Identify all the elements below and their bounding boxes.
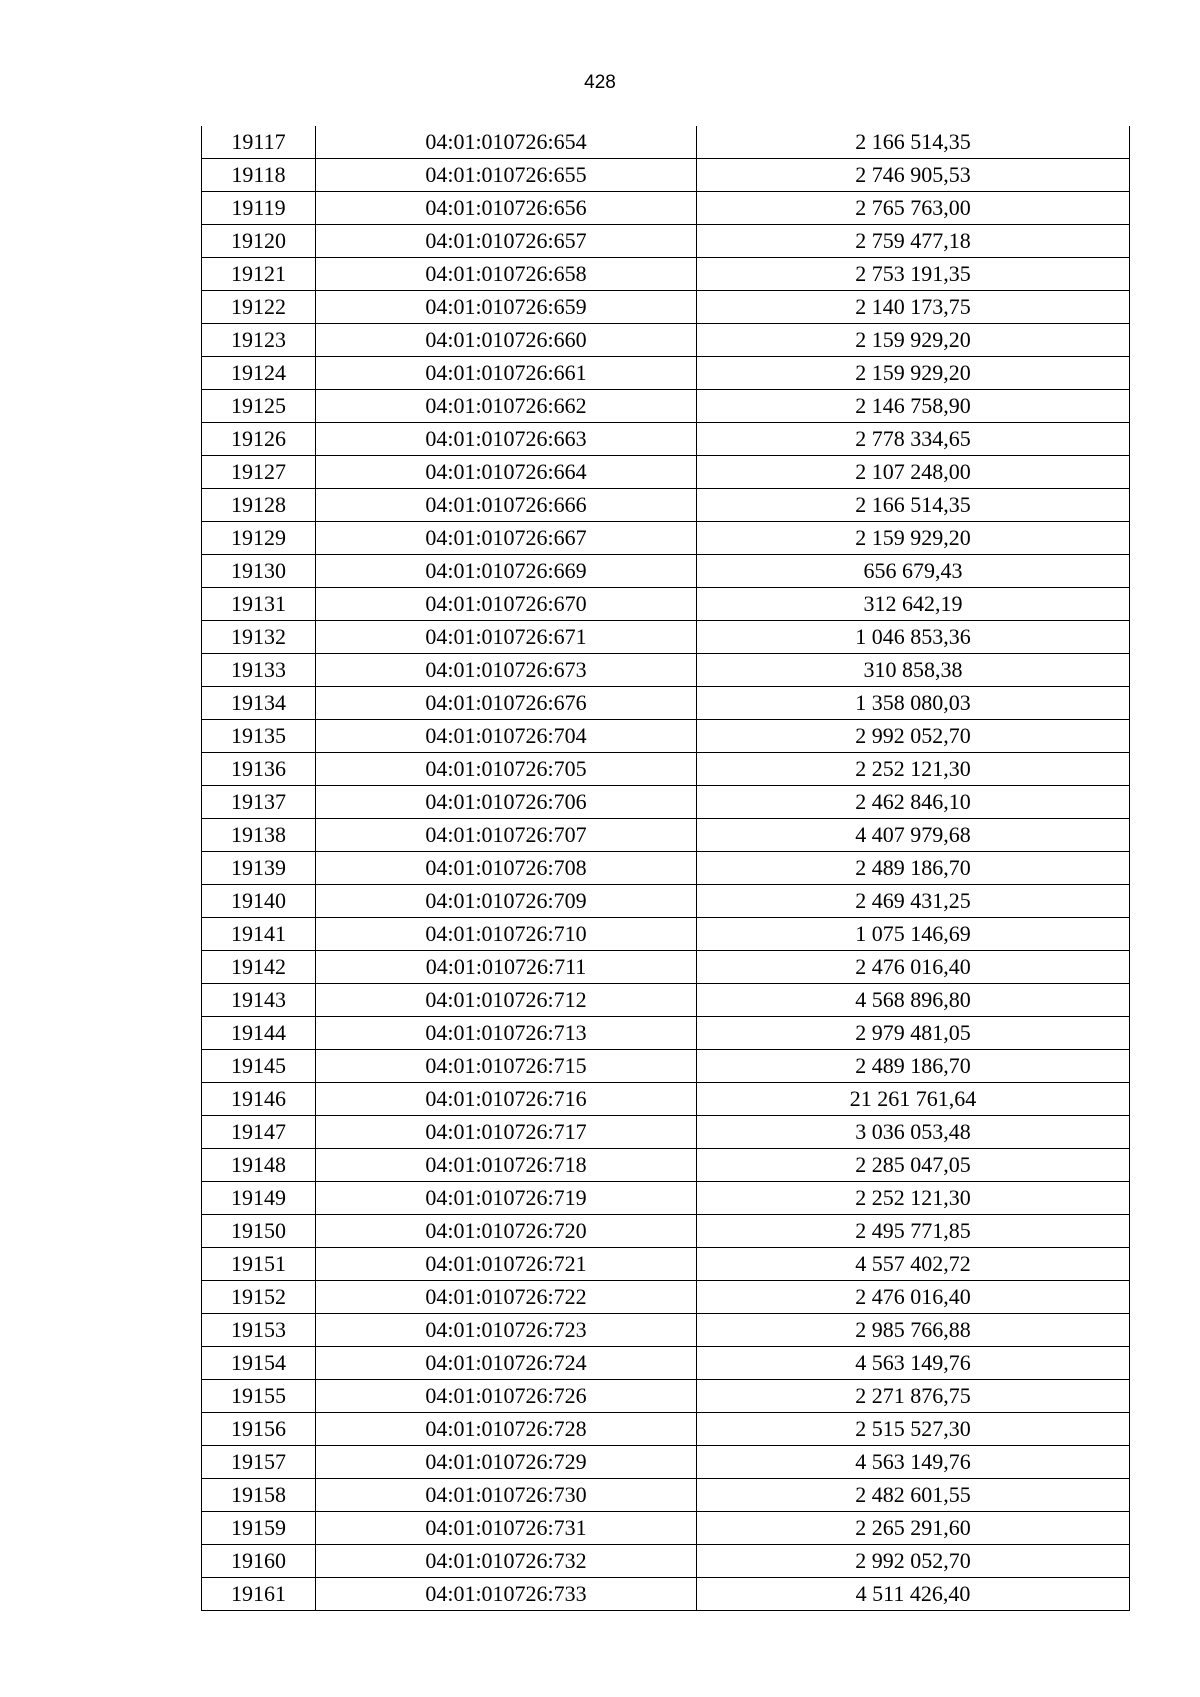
row-number-cell: 19135 xyxy=(202,720,316,753)
row-number-cell: 19143 xyxy=(202,984,316,1017)
cadastral-value-cell: 4 568 896,80 xyxy=(697,984,1130,1017)
cadastral-number-cell: 04:01:010726:715 xyxy=(316,1050,697,1083)
table-row xyxy=(202,423,1130,456)
cadastral-number-cell: 04:01:010726:712 xyxy=(316,984,697,1017)
cadastral-number-cell: 04:01:010726:676 xyxy=(316,687,697,720)
table-row xyxy=(202,225,1130,258)
row-number-cell: 19128 xyxy=(202,489,316,522)
cadastral-number-cell: 04:01:010726:730 xyxy=(316,1479,697,1512)
cadastral-value-cell: 2 166 514,35 xyxy=(697,489,1130,522)
row-number-cell: 19136 xyxy=(202,753,316,786)
table-row xyxy=(202,720,1130,753)
cadastral-value-table xyxy=(201,126,1130,1611)
cadastral-value-table-container xyxy=(201,126,1129,1611)
cadastral-value-cell: 310 858,38 xyxy=(697,654,1130,687)
cadastral-number-cell: 04:01:010726:729 xyxy=(316,1446,697,1479)
row-number-cell: 19132 xyxy=(202,621,316,654)
cadastral-value-cell: 2 979 481,05 xyxy=(697,1017,1130,1050)
cadastral-value-cell: 2 476 016,40 xyxy=(697,1281,1130,1314)
cadastral-value-cell: 2 285 047,05 xyxy=(697,1149,1130,1182)
row-number-cell: 19157 xyxy=(202,1446,316,1479)
cadastral-value-cell: 312 642,19 xyxy=(697,588,1130,621)
row-number-cell: 19144 xyxy=(202,1017,316,1050)
cadastral-number-cell: 04:01:010726:657 xyxy=(316,225,697,258)
cadastral-value-cell: 2 252 121,30 xyxy=(697,1182,1130,1215)
cadastral-number-cell: 04:01:010726:726 xyxy=(316,1380,697,1413)
row-number-cell: 19123 xyxy=(202,324,316,357)
row-number-cell: 19151 xyxy=(202,1248,316,1281)
table-row xyxy=(202,1380,1130,1413)
table-row xyxy=(202,1116,1130,1149)
cadastral-value-cell: 2 159 929,20 xyxy=(697,324,1130,357)
table-row xyxy=(202,357,1130,390)
table-row xyxy=(202,1083,1130,1116)
cadastral-number-cell: 04:01:010726:720 xyxy=(316,1215,697,1248)
row-number-cell: 19161 xyxy=(202,1578,316,1611)
row-number-cell: 19141 xyxy=(202,918,316,951)
cadastral-number-cell: 04:01:010726:663 xyxy=(316,423,697,456)
row-number-cell: 19131 xyxy=(202,588,316,621)
table-row xyxy=(202,1578,1130,1611)
cadastral-value-cell: 2 271 876,75 xyxy=(697,1380,1130,1413)
table-row xyxy=(202,1149,1130,1182)
row-number-cell: 19153 xyxy=(202,1314,316,1347)
page-number: 428 xyxy=(584,72,616,93)
cadastral-value-cell: 2 515 527,30 xyxy=(697,1413,1130,1446)
row-number-cell: 19137 xyxy=(202,786,316,819)
table-row xyxy=(202,1248,1130,1281)
row-number-cell: 19117 xyxy=(202,126,316,159)
row-number-cell: 19152 xyxy=(202,1281,316,1314)
cadastral-value-cell: 4 563 149,76 xyxy=(697,1347,1130,1380)
table-row xyxy=(202,324,1130,357)
row-number-cell: 19148 xyxy=(202,1149,316,1182)
cadastral-number-cell: 04:01:010726:656 xyxy=(316,192,697,225)
cadastral-number-cell: 04:01:010726:655 xyxy=(316,159,697,192)
cadastral-number-cell: 04:01:010726:732 xyxy=(316,1545,697,1578)
cadastral-number-cell: 04:01:010726:731 xyxy=(316,1512,697,1545)
cadastral-value-cell: 2 469 431,25 xyxy=(697,885,1130,918)
cadastral-number-cell: 04:01:010726:723 xyxy=(316,1314,697,1347)
row-number-cell: 19158 xyxy=(202,1479,316,1512)
table-row xyxy=(202,951,1130,984)
cadastral-value-cell: 2 159 929,20 xyxy=(697,357,1130,390)
cadastral-number-cell: 04:01:010726:669 xyxy=(316,555,697,588)
table-row xyxy=(202,489,1130,522)
cadastral-value-cell: 2 252 121,30 xyxy=(697,753,1130,786)
cadastral-number-cell: 04:01:010726:711 xyxy=(316,951,697,984)
cadastral-value-cell: 4 407 979,68 xyxy=(697,819,1130,852)
row-number-cell: 19125 xyxy=(202,390,316,423)
table-row xyxy=(202,786,1130,819)
row-number-cell: 19118 xyxy=(202,159,316,192)
cadastral-number-cell: 04:01:010726:708 xyxy=(316,852,697,885)
table-row xyxy=(202,918,1130,951)
table-row xyxy=(202,1182,1130,1215)
cadastral-value-cell: 1 046 853,36 xyxy=(697,621,1130,654)
table-row xyxy=(202,1017,1130,1050)
table-row xyxy=(202,1347,1130,1380)
table-row xyxy=(202,1512,1130,1545)
table-row xyxy=(202,753,1130,786)
cadastral-number-cell: 04:01:010726:670 xyxy=(316,588,697,621)
cadastral-value-cell: 2 489 186,70 xyxy=(697,1050,1130,1083)
cadastral-value-cell: 2 992 052,70 xyxy=(697,1545,1130,1578)
table-row xyxy=(202,555,1130,588)
cadastral-number-cell: 04:01:010726:724 xyxy=(316,1347,697,1380)
cadastral-value-cell: 1 075 146,69 xyxy=(697,918,1130,951)
table-row xyxy=(202,390,1130,423)
cadastral-value-cell: 2 985 766,88 xyxy=(697,1314,1130,1347)
cadastral-number-cell: 04:01:010726:704 xyxy=(316,720,697,753)
cadastral-value-cell: 4 557 402,72 xyxy=(697,1248,1130,1281)
cadastral-number-cell: 04:01:010726:666 xyxy=(316,489,697,522)
cadastral-value-cell: 21 261 761,64 xyxy=(697,1083,1130,1116)
cadastral-value-cell: 2 778 334,65 xyxy=(697,423,1130,456)
cadastral-value-cell: 656 679,43 xyxy=(697,555,1130,588)
table-row xyxy=(202,984,1130,1017)
cadastral-value-cell: 4 511 426,40 xyxy=(697,1578,1130,1611)
table-row xyxy=(202,1413,1130,1446)
cadastral-value-cell: 2 265 291,60 xyxy=(697,1512,1130,1545)
row-number-cell: 19154 xyxy=(202,1347,316,1380)
row-number-cell: 19156 xyxy=(202,1413,316,1446)
table-row xyxy=(202,852,1130,885)
row-number-cell: 19139 xyxy=(202,852,316,885)
table-row xyxy=(202,522,1130,555)
row-number-cell: 19124 xyxy=(202,357,316,390)
row-number-cell: 19159 xyxy=(202,1512,316,1545)
table-row xyxy=(202,1050,1130,1083)
table-row xyxy=(202,1281,1130,1314)
cadastral-value-cell: 3 036 053,48 xyxy=(697,1116,1130,1149)
cadastral-value-cell: 2 759 477,18 xyxy=(697,225,1130,258)
cadastral-number-cell: 04:01:010726:728 xyxy=(316,1413,697,1446)
cadastral-number-cell: 04:01:010726:719 xyxy=(316,1182,697,1215)
cadastral-number-cell: 04:01:010726:706 xyxy=(316,786,697,819)
table-row xyxy=(202,621,1130,654)
cadastral-value-cell: 2 482 601,55 xyxy=(697,1479,1130,1512)
cadastral-number-cell: 04:01:010726:722 xyxy=(316,1281,697,1314)
table-row xyxy=(202,588,1130,621)
cadastral-number-cell: 04:01:010726:710 xyxy=(316,918,697,951)
row-number-cell: 19133 xyxy=(202,654,316,687)
cadastral-number-cell: 04:01:010726:705 xyxy=(316,753,697,786)
cadastral-value-cell: 2 462 846,10 xyxy=(697,786,1130,819)
cadastral-value-cell: 1 358 080,03 xyxy=(697,687,1130,720)
table-row xyxy=(202,258,1130,291)
cadastral-number-cell: 04:01:010726:707 xyxy=(316,819,697,852)
cadastral-number-cell: 04:01:010726:664 xyxy=(316,456,697,489)
cadastral-value-cell: 2 107 248,00 xyxy=(697,456,1130,489)
cadastral-value-cell: 4 563 149,76 xyxy=(697,1446,1130,1479)
row-number-cell: 19145 xyxy=(202,1050,316,1083)
cadastral-number-cell: 04:01:010726:658 xyxy=(316,258,697,291)
table-row xyxy=(202,687,1130,720)
table-row xyxy=(202,654,1130,687)
cadastral-number-cell: 04:01:010726:713 xyxy=(316,1017,697,1050)
cadastral-number-cell: 04:01:010726:717 xyxy=(316,1116,697,1149)
cadastral-number-cell: 04:01:010726:660 xyxy=(316,324,697,357)
row-number-cell: 19119 xyxy=(202,192,316,225)
table-row xyxy=(202,1215,1130,1248)
cadastral-number-cell: 04:01:010726:661 xyxy=(316,357,697,390)
table-row xyxy=(202,126,1130,159)
cadastral-number-cell: 04:01:010726:654 xyxy=(316,126,697,159)
cadastral-number-cell: 04:01:010726:716 xyxy=(316,1083,697,1116)
row-number-cell: 19126 xyxy=(202,423,316,456)
cadastral-number-cell: 04:01:010726:667 xyxy=(316,522,697,555)
row-number-cell: 19138 xyxy=(202,819,316,852)
table-row xyxy=(202,1314,1130,1347)
row-number-cell: 19147 xyxy=(202,1116,316,1149)
cadastral-value-cell: 2 746 905,53 xyxy=(697,159,1130,192)
row-number-cell: 19120 xyxy=(202,225,316,258)
row-number-cell: 19149 xyxy=(202,1182,316,1215)
row-number-cell: 19155 xyxy=(202,1380,316,1413)
table-row xyxy=(202,456,1130,489)
row-number-cell: 19129 xyxy=(202,522,316,555)
table-row xyxy=(202,1545,1130,1578)
row-number-cell: 19160 xyxy=(202,1545,316,1578)
cadastral-number-cell: 04:01:010726:733 xyxy=(316,1578,697,1611)
table-row xyxy=(202,159,1130,192)
row-number-cell: 19134 xyxy=(202,687,316,720)
cadastral-value-cell: 2 489 186,70 xyxy=(697,852,1130,885)
table-row xyxy=(202,291,1130,324)
table-row xyxy=(202,192,1130,225)
cadastral-value-cell: 2 495 771,85 xyxy=(697,1215,1130,1248)
row-number-cell: 19130 xyxy=(202,555,316,588)
row-number-cell: 19122 xyxy=(202,291,316,324)
row-number-cell: 19140 xyxy=(202,885,316,918)
table-body xyxy=(202,126,1130,1611)
cadastral-value-cell: 2 765 763,00 xyxy=(697,192,1130,225)
row-number-cell: 19150 xyxy=(202,1215,316,1248)
table-row xyxy=(202,885,1130,918)
cadastral-number-cell: 04:01:010726:662 xyxy=(316,390,697,423)
cadastral-value-cell: 2 146 758,90 xyxy=(697,390,1130,423)
cadastral-number-cell: 04:01:010726:659 xyxy=(316,291,697,324)
cadastral-number-cell: 04:01:010726:718 xyxy=(316,1149,697,1182)
cadastral-number-cell: 04:01:010726:721 xyxy=(316,1248,697,1281)
cadastral-number-cell: 04:01:010726:709 xyxy=(316,885,697,918)
cadastral-number-cell: 04:01:010726:671 xyxy=(316,621,697,654)
table-row xyxy=(202,1479,1130,1512)
row-number-cell: 19127 xyxy=(202,456,316,489)
cadastral-number-cell: 04:01:010726:673 xyxy=(316,654,697,687)
row-number-cell: 19146 xyxy=(202,1083,316,1116)
table-row xyxy=(202,819,1130,852)
cadastral-value-cell: 2 753 191,35 xyxy=(697,258,1130,291)
cadastral-value-cell: 2 140 173,75 xyxy=(697,291,1130,324)
cadastral-value-cell: 2 476 016,40 xyxy=(697,951,1130,984)
cadastral-value-cell: 2 992 052,70 xyxy=(697,720,1130,753)
table-row xyxy=(202,1446,1130,1479)
cadastral-value-cell: 2 166 514,35 xyxy=(697,126,1130,159)
row-number-cell: 19142 xyxy=(202,951,316,984)
row-number-cell: 19121 xyxy=(202,258,316,291)
cadastral-value-cell: 2 159 929,20 xyxy=(697,522,1130,555)
